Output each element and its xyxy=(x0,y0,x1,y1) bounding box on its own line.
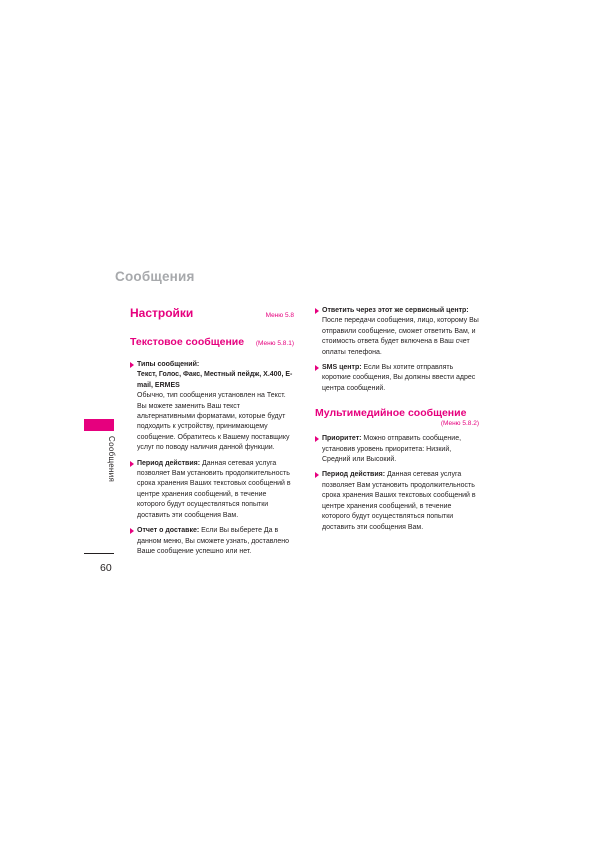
list-item xyxy=(130,360,294,454)
list-item xyxy=(315,434,479,465)
section-title: Сообщения xyxy=(115,269,195,284)
side-tab-label: Сообщения xyxy=(107,436,116,483)
bullet-triangle-icon xyxy=(315,436,319,442)
item-label-options: Текст, Голос, Факс, Местный пейдж, X.400, E-mail, ERMES xyxy=(137,371,293,389)
item-text: Обычно, тип сообщения установлен на Текст. Вы можете заменить Ваш текст альтернативными форматами, которые будут подходить к устройству, принимающему сообщение. Обратитесь к Вашему поставщику услуг по поводу наличия данной функции. xyxy=(137,392,290,452)
item-text: Если Вы хотите отправлять короткие сообщения, Вы должны ввести адрес центра сообщений. xyxy=(322,364,476,392)
item-label: Отчет о доставке: xyxy=(137,527,200,535)
item-text: Данная сетевая услуга позволяет Вам установить продолжительность срока хранения Ваших текстовых сообщений в центре хранения сообщений, в течение которого будут осуществляться попытки доставить эти сообщения Вам. xyxy=(322,471,476,531)
bullet-triangle-icon xyxy=(130,528,134,534)
settings-menu-ref: Меню 5.8 xyxy=(265,312,294,319)
bullet-triangle-icon xyxy=(130,362,134,368)
left-column xyxy=(130,306,294,557)
page-number: 60 xyxy=(100,562,112,574)
item-label: Типы сообщений: xyxy=(137,361,200,368)
item-label: Приоритет: xyxy=(322,435,362,443)
item-label: SMS центр: xyxy=(322,364,362,372)
right-column xyxy=(315,306,479,533)
text-message-heading-row xyxy=(130,336,294,348)
item-text: После передачи сообщения, лицо, которому Вы отправили сообщение, сможет ответить Вам, и стоимость ответа будет включена в Ваш счет оплаты телефона. xyxy=(322,317,479,356)
bullet-triangle-icon xyxy=(315,308,319,314)
bullet-triangle-icon xyxy=(315,472,319,478)
item-text: Данная сетевая услуга позволяет Вам установить продолжительность срока хранения Ваших текстовых сообщений в центре хранения сообщений, в течение которого будут осуществляться попытки доставить эти сообщения Вам. xyxy=(137,459,291,519)
list-item xyxy=(315,306,479,358)
list-item xyxy=(315,470,479,532)
item-text: Если Вы выберете Да в данном меню, Вы сможете узнать, доставлено Ваше сообщение успешно или нет. xyxy=(137,527,290,555)
side-divider xyxy=(84,553,114,554)
bullet-triangle-icon xyxy=(315,365,319,371)
settings-heading-row xyxy=(130,306,294,320)
settings-title: Настройки xyxy=(130,306,194,320)
mms-subtitle: Мультимедийное сообщение xyxy=(315,407,467,420)
item-label: Ответить через этот же сервисный центр: xyxy=(322,307,469,314)
list-item xyxy=(315,363,479,394)
text-message-subtitle: Текстовое сообщение xyxy=(130,336,245,348)
side-tab-marker xyxy=(84,419,114,431)
item-label: Период действия: xyxy=(322,471,386,479)
item-text: Можно отправить сообщение, установив уровень приоритета: Низкий, Средний или Высокий. xyxy=(322,435,462,464)
mms-menu-ref: (Меню 5.8.2) xyxy=(440,420,479,428)
list-item xyxy=(130,459,294,521)
bullet-triangle-icon xyxy=(130,461,134,467)
list-item xyxy=(130,526,294,557)
item-label: Период действия: xyxy=(137,459,201,467)
text-message-menu-ref: (Меню 5.8.1) xyxy=(255,340,294,347)
